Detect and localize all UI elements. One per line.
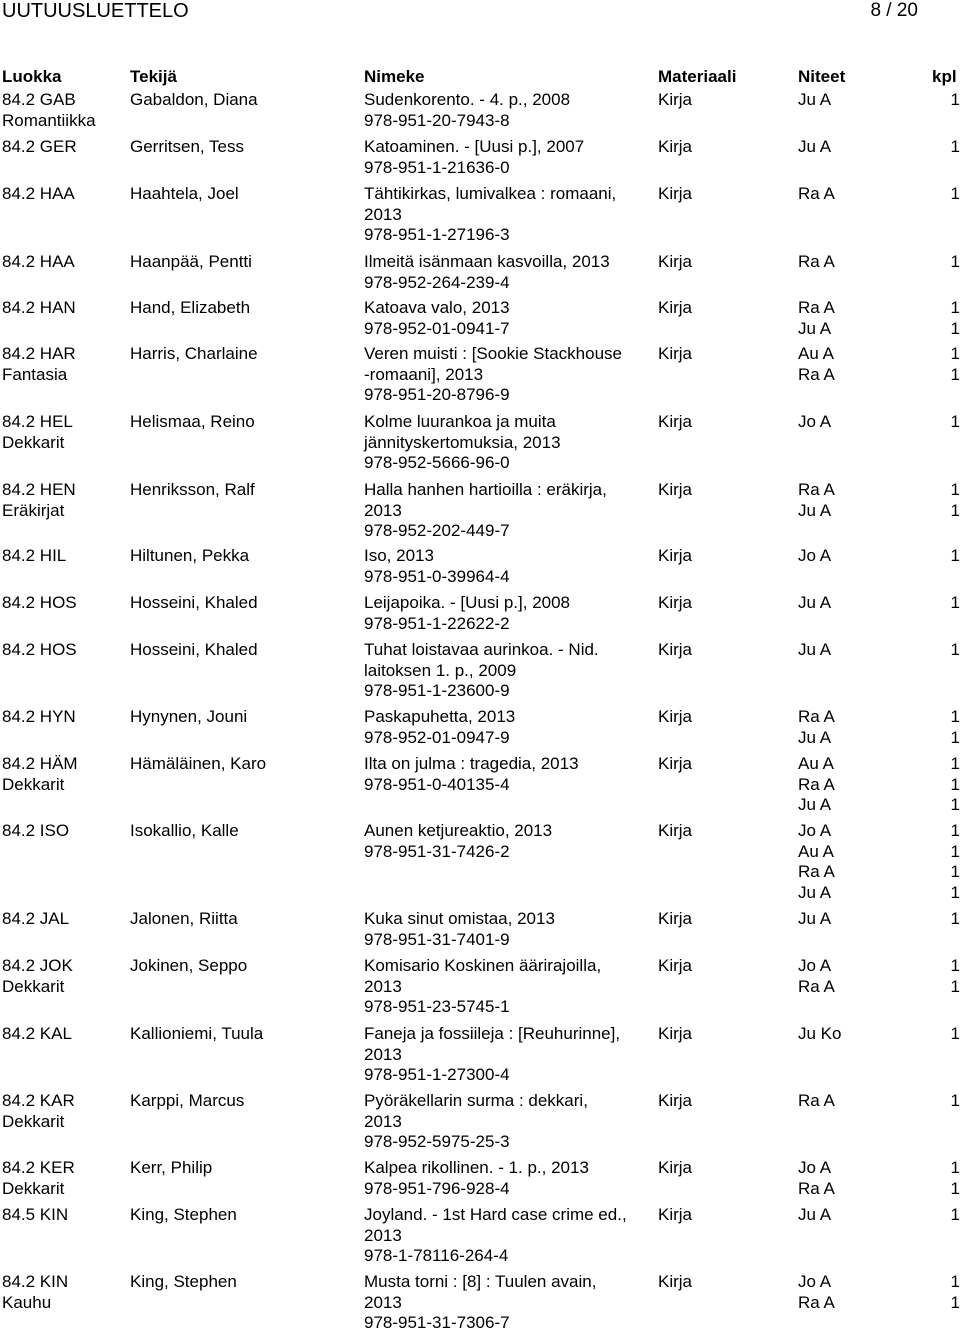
nimeke-line: Kolme luurankoa ja muita — [364, 412, 556, 431]
entry-kpl — [946, 707, 960, 748]
luokka-line: Dekkarit — [2, 976, 65, 996]
entry-kpl — [946, 1091, 960, 1112]
niteet-location: Jo A — [798, 956, 832, 975]
entry-materiaali: Kirja — [658, 412, 693, 431]
entry-materiaali: Kirja — [658, 821, 693, 840]
entry-materiaali: Kirja — [658, 298, 693, 317]
entry-luokka — [2, 298, 127, 319]
entry-tekija: King, Stephen — [130, 1272, 237, 1291]
nimeke-line: 2013 — [364, 1111, 402, 1131]
niteet-location: Ra A — [798, 252, 835, 271]
entry-kpl — [946, 90, 960, 111]
entry-niteet — [798, 1158, 918, 1199]
luokka-line: 84.2 JOK — [2, 956, 73, 975]
entry-luokka — [2, 1024, 127, 1045]
niteet-count: 1 — [950, 364, 960, 384]
page-number: 8 / 20 — [870, 0, 918, 21]
entry-tekija: Hynynen, Jouni — [130, 707, 248, 726]
entry-tekija: Hämäläinen, Karo — [130, 754, 267, 773]
entry-tekija: Gabaldon, Diana — [130, 90, 258, 109]
niteet-count: 1 — [950, 727, 960, 747]
luokka-line: Dekkarit — [2, 432, 65, 452]
entry-kpl — [946, 1024, 960, 1045]
niteet-location: Jo A — [798, 412, 832, 431]
luokka-line: 84.2 HAN — [2, 298, 76, 317]
nimeke-line: Musta torni : [8] : Tuulen avain, — [364, 1272, 597, 1291]
entry-nimeke — [364, 640, 654, 702]
luokka-line: 84.2 HÄM — [2, 754, 78, 773]
entry-materiaali: Kirja — [658, 640, 693, 659]
entry-tekija: Gerritsen, Tess — [130, 137, 245, 156]
luokka-line: 84.2 HYN — [2, 707, 76, 726]
niteet-count: 1 — [950, 976, 960, 996]
nimeke-line: 2013 — [364, 204, 402, 224]
entry-kpl — [946, 480, 960, 521]
nimeke-line: jännityskertomuksia, 2013 — [364, 432, 561, 452]
entry-materiaali: Kirja — [658, 909, 693, 928]
nimeke-line: 978-951-0-40135-4 — [364, 774, 510, 794]
luokka-line: 84.2 HAA — [2, 252, 75, 271]
niteet-count: 1 — [950, 298, 960, 317]
entry-tekija: Kerr, Philip — [130, 1158, 213, 1177]
niteet-count: 1 — [950, 1292, 960, 1312]
entry-tekija: Haahtela, Joel — [130, 184, 239, 203]
entry-niteet — [798, 344, 918, 385]
luokka-line: 84.2 HIL — [2, 546, 67, 565]
column-header-tekija: Tekijä — [130, 67, 177, 86]
column-header-niteet: Niteet — [798, 67, 846, 86]
entry-kpl — [946, 412, 960, 433]
nimeke-line: Katoaminen. - [Uusi p.], 2007 — [364, 137, 585, 156]
nimeke-line: 2013 — [364, 500, 402, 520]
niteet-count: 1 — [950, 1024, 960, 1043]
entry-materiaali: Kirja — [658, 956, 693, 975]
entry-luokka — [2, 1091, 127, 1132]
entry-niteet — [798, 956, 918, 997]
niteet-count: 1 — [950, 821, 960, 840]
entry-nimeke — [364, 1205, 654, 1267]
niteet-count: 1 — [950, 909, 960, 928]
niteet-location: Ju A — [798, 137, 832, 156]
nimeke-line: 2013 — [364, 1292, 402, 1312]
entry-tekija: King, Stephen — [130, 1205, 237, 1224]
niteet-count: 1 — [950, 500, 960, 520]
nimeke-line: Katoava valo, 2013 — [364, 298, 510, 317]
niteet-location: Ju A — [798, 1205, 832, 1224]
entry-nimeke — [364, 754, 654, 795]
nimeke-line: laitoksen 1. p., 2009 — [364, 660, 517, 680]
entry-luokka — [2, 412, 127, 453]
niteet-location: Au A — [798, 344, 834, 363]
nimeke-line: 978-951-1-27196-3 — [364, 225, 510, 244]
nimeke-line: 2013 — [364, 976, 402, 996]
nimeke-line: Aunen ketjureaktio, 2013 — [364, 821, 553, 840]
entry-niteet — [798, 1272, 918, 1313]
nimeke-line: Ilmeitä isänmaan kasvoilla, 2013 — [364, 252, 610, 271]
nimeke-line: 978-951-23-5745-1 — [364, 997, 510, 1016]
entry-tekija: Hiltunen, Pekka — [130, 546, 250, 565]
entry-luokka — [2, 480, 127, 521]
entry-nimeke — [364, 90, 654, 131]
entry-luokka — [2, 956, 127, 997]
entry-luokka — [2, 184, 127, 205]
nimeke-line: Leijapoika. - [Uusi p.], 2008 — [364, 593, 571, 612]
entry-materiaali: Kirja — [658, 754, 693, 773]
entry-nimeke — [364, 1158, 654, 1199]
entry-kpl — [946, 754, 960, 816]
entry-nimeke — [364, 707, 654, 748]
niteet-count: 1 — [950, 184, 960, 203]
entry-nimeke — [364, 412, 654, 474]
entry-luokka — [2, 1205, 127, 1226]
luokka-line: 84.2 KIN — [2, 1272, 69, 1291]
luokka-line: Dekkarit — [2, 774, 65, 794]
luokka-line: 84.2 HOS — [2, 640, 77, 659]
niteet-location: Jo A — [798, 1272, 832, 1291]
entry-kpl — [946, 184, 960, 205]
nimeke-line: 978-951-31-7401-9 — [364, 929, 510, 949]
niteet-count: 1 — [950, 956, 960, 975]
entry-materiaali: Kirja — [658, 344, 693, 363]
entry-tekija: Jalonen, Riitta — [130, 909, 238, 928]
entry-niteet — [798, 593, 918, 614]
luokka-line: 84.2 HAA — [2, 184, 75, 203]
entry-niteet — [798, 184, 918, 205]
column-header-materiaali: Materiaali — [658, 67, 737, 86]
luokka-line: 84.2 HOS — [2, 593, 77, 612]
niteet-count: 1 — [950, 344, 960, 363]
niteet-location: Jo A — [798, 546, 832, 565]
nimeke-line: Paskapuhetta, 2013 — [364, 707, 516, 726]
niteet-location: Ra A — [798, 184, 835, 203]
nimeke-line: Tähtikirkas, lumivalkea : romaani, — [364, 184, 617, 203]
entry-luokka — [2, 821, 127, 842]
entry-luokka — [2, 707, 127, 728]
entry-niteet — [798, 137, 918, 158]
column-header-kpl: kpl — [932, 67, 957, 86]
entry-niteet — [798, 1205, 918, 1226]
luokka-line: 84.2 GAB — [2, 90, 76, 109]
niteet-count: 1 — [950, 1205, 960, 1224]
nimeke-line: 978-951-31-7426-2 — [364, 841, 510, 861]
entry-nimeke — [364, 593, 654, 634]
entry-niteet — [798, 909, 918, 930]
entry-nimeke — [364, 298, 654, 339]
entry-materiaali: Kirja — [658, 252, 693, 271]
entry-kpl — [946, 137, 960, 158]
entry-nimeke — [364, 821, 654, 862]
nimeke-line: 978-951-20-8796-9 — [364, 385, 510, 404]
entry-tekija: Isokallio, Kalle — [130, 821, 239, 840]
entry-materiaali: Kirja — [658, 546, 693, 565]
niteet-location: Ra A — [798, 774, 835, 794]
nimeke-line: 978-952-01-0941-7 — [364, 318, 510, 338]
niteet-count: 1 — [950, 774, 960, 794]
luokka-line: Fantasia — [2, 364, 68, 384]
entry-materiaali: Kirja — [658, 1205, 693, 1224]
column-header-luokka: Luokka — [2, 67, 62, 86]
entry-materiaali: Kirja — [658, 137, 693, 156]
luokka-line: 84.2 HAR — [2, 344, 76, 363]
niteet-location: Ra A — [798, 1178, 835, 1198]
entry-nimeke — [364, 480, 654, 542]
niteet-count: 1 — [950, 252, 960, 271]
entry-materiaali: Kirja — [658, 1158, 693, 1177]
entry-niteet — [798, 821, 918, 903]
niteet-location: Au A — [798, 841, 834, 861]
column-header-nimeke: Nimeke — [364, 67, 425, 86]
nimeke-line: Kalpea rikollinen. - 1. p., 2013 — [364, 1158, 589, 1177]
niteet-location: Ra A — [798, 1091, 835, 1110]
niteet-location: Ju A — [798, 882, 832, 902]
nimeke-line: 978-951-1-21636-0 — [364, 157, 510, 177]
entry-materiaali: Kirja — [658, 1024, 693, 1043]
nimeke-line: Pyöräkellarin surma : dekkari, — [364, 1091, 588, 1110]
entry-niteet — [798, 298, 918, 339]
entry-materiaali: Kirja — [658, 480, 693, 499]
entry-luokka — [2, 640, 127, 661]
niteet-location: Jo A — [798, 1158, 832, 1177]
entry-niteet — [798, 480, 918, 521]
entry-kpl — [946, 1205, 960, 1226]
entry-kpl — [946, 956, 960, 997]
entry-materiaali: Kirja — [658, 90, 693, 109]
entry-kpl — [946, 640, 960, 661]
niteet-location: Jo A — [798, 821, 832, 840]
nimeke-line: Veren muisti : [Sookie Stackhouse — [364, 344, 622, 363]
entry-niteet — [798, 1024, 918, 1045]
entry-nimeke — [364, 137, 654, 178]
entry-luokka — [2, 546, 127, 567]
niteet-count: 1 — [950, 318, 960, 338]
entry-kpl — [946, 252, 960, 273]
entry-kpl — [946, 298, 960, 339]
nimeke-line: 978-1-78116-264-4 — [364, 1246, 509, 1265]
niteet-location: Ju A — [798, 727, 832, 747]
entry-materiaali: Kirja — [658, 707, 693, 726]
entry-kpl — [946, 1158, 960, 1199]
niteet-location: Ju A — [798, 909, 832, 928]
luokka-line: 84.2 ISO — [2, 821, 70, 840]
entry-nimeke — [364, 1091, 654, 1153]
niteet-count: 1 — [950, 412, 960, 431]
entry-kpl — [946, 546, 960, 567]
niteet-location: Ra A — [798, 364, 835, 384]
luokka-line: 84.2 HEN — [2, 480, 76, 499]
entry-luokka — [2, 754, 127, 795]
nimeke-line: Ilta on julma : tragedia, 2013 — [364, 754, 579, 773]
nimeke-line: Kuka sinut omistaa, 2013 — [364, 909, 555, 928]
niteet-location: Ju A — [798, 90, 832, 109]
nimeke-line: Joyland. - 1st Hard case crime ed., — [364, 1205, 627, 1224]
entry-materiaali: Kirja — [658, 1272, 693, 1291]
niteet-location: Ra A — [798, 1292, 835, 1312]
niteet-count: 1 — [950, 1091, 960, 1110]
nimeke-line: Komisario Koskinen äärirajoilla, — [364, 956, 602, 975]
nimeke-line: Tuhat loistavaa aurinkoa. - Nid. — [364, 640, 599, 659]
entry-tekija: Helismaa, Reino — [130, 412, 255, 431]
nimeke-line: 2013 — [364, 1225, 402, 1245]
entry-niteet — [798, 546, 918, 567]
entry-nimeke — [364, 1024, 654, 1086]
niteet-count: 1 — [950, 841, 960, 861]
entry-tekija: Hosseini, Khaled — [130, 593, 258, 612]
entry-niteet — [798, 412, 918, 433]
entry-luokka — [2, 252, 127, 273]
entry-tekija: Hosseini, Khaled — [130, 640, 258, 659]
entry-luokka — [2, 593, 127, 614]
niteet-count: 1 — [950, 882, 960, 902]
niteet-location: Ra A — [798, 707, 835, 726]
niteet-count: 1 — [950, 707, 960, 726]
nimeke-line: Sudenkorento. - 4. p., 2008 — [364, 90, 571, 109]
entry-nimeke — [364, 184, 654, 246]
nimeke-line: 978-952-5975-25-3 — [364, 1132, 510, 1151]
luokka-line: Eräkirjat — [2, 500, 65, 520]
niteet-location: Ju A — [798, 500, 832, 520]
entry-kpl — [946, 821, 960, 903]
entry-kpl — [946, 1272, 960, 1313]
niteet-count: 1 — [950, 862, 960, 881]
entry-luokka — [2, 90, 127, 131]
entry-nimeke — [364, 344, 654, 406]
entry-niteet — [798, 90, 918, 111]
entry-niteet — [798, 1091, 918, 1112]
luokka-line: 84.2 GER — [2, 137, 77, 156]
luokka-line: Kauhu — [2, 1292, 52, 1312]
entry-tekija: Jokinen, Seppo — [130, 956, 248, 975]
nimeke-line: 978-951-796-928-4 — [364, 1178, 510, 1198]
nimeke-line: 2013 — [364, 1044, 402, 1064]
entry-niteet — [798, 754, 918, 816]
page-title: UUTUUSLUETTELO — [2, 0, 189, 22]
niteet-location: Ra A — [798, 480, 835, 499]
nimeke-line: 978-952-264-239-4 — [364, 272, 510, 292]
nimeke-line: 978-952-5666-96-0 — [364, 453, 510, 472]
entry-luokka — [2, 1272, 127, 1313]
niteet-location: Ra A — [798, 976, 835, 996]
niteet-location: Ra A — [798, 298, 835, 317]
luokka-line: Romantiikka — [2, 110, 96, 130]
luokka-line: 84.2 JAL — [2, 909, 70, 928]
niteet-count: 1 — [950, 546, 960, 565]
entry-niteet — [798, 707, 918, 748]
niteet-location: Ju A — [798, 318, 832, 338]
nimeke-line: 978-951-31-7306-7 — [364, 1313, 510, 1332]
luokka-line: Dekkarit — [2, 1178, 65, 1198]
niteet-location: Ju A — [798, 640, 832, 659]
niteet-count: 1 — [950, 593, 960, 612]
niteet-count: 1 — [950, 137, 960, 156]
nimeke-line: 978-951-1-27300-4 — [364, 1065, 510, 1084]
nimeke-line: Faneja ja fossiileja : [Reuhurinne], — [364, 1024, 621, 1043]
entry-luokka — [2, 344, 127, 385]
entry-materiaali: Kirja — [658, 1091, 693, 1110]
niteet-location: Ju A — [798, 795, 832, 814]
niteet-location: Ju Ko — [798, 1024, 842, 1043]
entry-tekija: Kallioniemi, Tuula — [130, 1024, 264, 1043]
luokka-line: Dekkarit — [2, 1111, 65, 1131]
entry-nimeke — [364, 956, 654, 1018]
entry-nimeke — [364, 546, 654, 587]
nimeke-line: -romaani], 2013 — [364, 364, 484, 384]
luokka-line: 84.2 KAR — [2, 1091, 75, 1110]
nimeke-line: 978-951-0-39964-4 — [364, 566, 510, 586]
nimeke-line: 978-951-1-23600-9 — [364, 681, 510, 700]
entry-nimeke — [364, 909, 654, 950]
nimeke-line: 978-952-01-0947-9 — [364, 727, 510, 747]
luokka-line: 84.5 KIN — [2, 1205, 69, 1224]
entry-luokka — [2, 137, 127, 158]
niteet-location: Ju A — [798, 593, 832, 612]
entry-nimeke — [364, 1272, 654, 1334]
niteet-count: 1 — [950, 640, 960, 659]
nimeke-line: 978-951-1-22622-2 — [364, 613, 510, 633]
niteet-count: 1 — [950, 480, 960, 499]
entry-niteet — [798, 252, 918, 273]
entry-tekija: Haanpää, Pentti — [130, 252, 252, 271]
entry-tekija: Karppi, Marcus — [130, 1091, 245, 1110]
luokka-line: 84.2 KAL — [2, 1024, 72, 1043]
entry-materiaali: Kirja — [658, 184, 693, 203]
entry-luokka — [2, 909, 127, 930]
entry-tekija: Hand, Elizabeth — [130, 298, 251, 317]
entry-luokka — [2, 1158, 127, 1199]
nimeke-line: 978-951-20-7943-8 — [364, 110, 510, 130]
entry-kpl — [946, 344, 960, 385]
entry-kpl — [946, 909, 960, 930]
entry-materiaali: Kirja — [658, 593, 693, 612]
nimeke-line: Halla hanhen hartioilla : eräkirja, — [364, 480, 607, 499]
entry-niteet — [798, 640, 918, 661]
niteet-count: 1 — [950, 795, 960, 814]
nimeke-line: Iso, 2013 — [364, 546, 434, 565]
niteet-count: 1 — [950, 754, 960, 773]
entry-kpl — [946, 593, 960, 614]
niteet-count: 1 — [950, 1178, 960, 1198]
luokka-line: 84.2 KER — [2, 1158, 75, 1177]
niteet-count: 1 — [950, 1158, 960, 1177]
luokka-line: 84.2 HEL — [2, 412, 73, 431]
entry-tekija: Henriksson, Ralf — [130, 480, 255, 499]
nimeke-line: 978-952-202-449-7 — [364, 521, 510, 540]
entry-nimeke — [364, 252, 654, 293]
niteet-count: 1 — [950, 1272, 960, 1291]
niteet-location: Ra A — [798, 862, 835, 881]
niteet-location: Au A — [798, 754, 834, 773]
entry-tekija: Harris, Charlaine — [130, 344, 258, 363]
niteet-count: 1 — [950, 90, 960, 109]
